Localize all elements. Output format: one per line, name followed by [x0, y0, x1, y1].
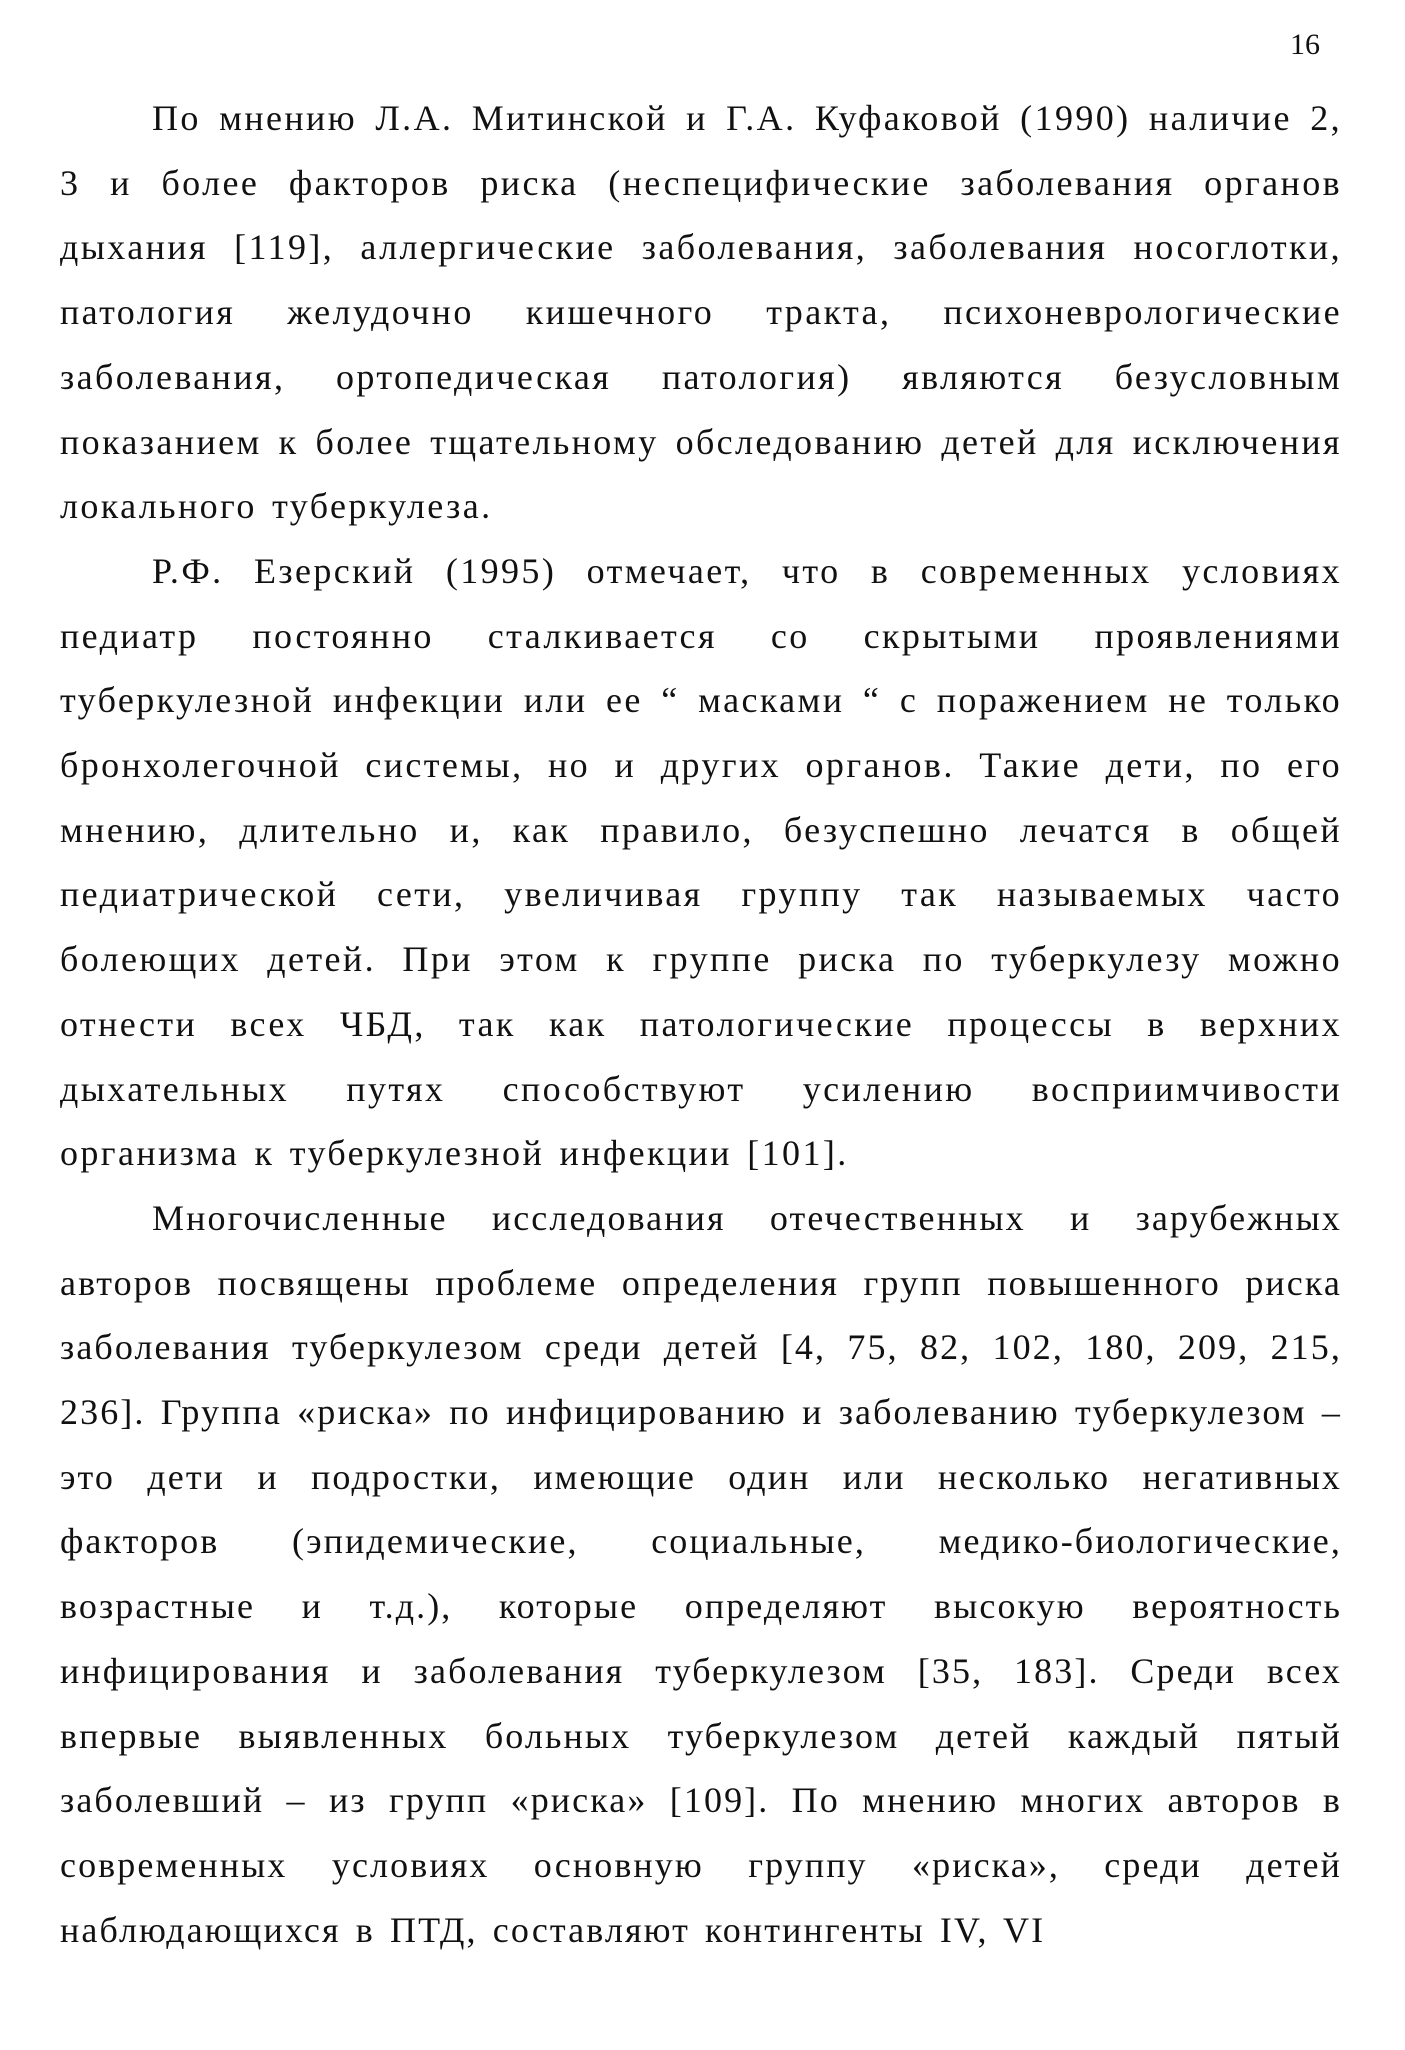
body-text: [60, 86, 1342, 1962]
paragraph-1: По мнению Л.А. Митинской и Г.А. Куфаковой (1990) наличие 2, 3 и более факторов риска (неспецифические заболевания органов дыхания [119], аллергические заболевания, заболевания носоглотки, патология желудочно кишечного тракта, психоневрологические заболевания, ортопедическая патология) являются безусловным показанием к более тщательному обследованию детей для исключения локального туберкулеза.: [60, 98, 1342, 527]
page-number: 16: [1290, 28, 1320, 61]
paragraph-3: Многочисленные исследования отечественных и зарубежных авторов посвящены проблеме определения групп повышенного риска заболевания туберкулезом среди детей [4, 75, 82, 102, 180, 209, 215, 236]. Группа «риска» по инфицированию и заболеванию туберкулезом – это дети и подростки, имеющие один или несколько негативных факторов (эпидемические, социальные, медико-биологические, возрастные и т.д.), которые определяют высокую вероятность инфицирования и заболевания туберкулезом [35, 183]. Среди всех впервые выявленных больных туберкулезом детей каждый пятый заболевший – из групп «риска» [109]. По мнению многих авторов в современных условиях основную группу «риска», среди детей наблюдающихся в ПТД, составляют контингенты IV, VI: [60, 1197, 1342, 1950]
paragraph-2: Р.Ф. Езерский (1995) отмечает, что в современных условиях педиатр постоянно сталкивается со скрытыми проявлениями туберкулезной инфекции или ее “ масками “ с поражением не только бронхолегочной системы, но и других органов. Такие дети, по его мнению, длительно и, как правило, безуспешно лечатся в общей педиатрической сети, увеличивая группу так называемых часто болеющих детей. При этом к группе риска по туберкулезу можно отнести всех ЧБД, так как патологические процессы в верхних дыхательных путях способствуют усилению восприимчивости организма к туберкулезной инфекции [101].: [60, 550, 1342, 1174]
